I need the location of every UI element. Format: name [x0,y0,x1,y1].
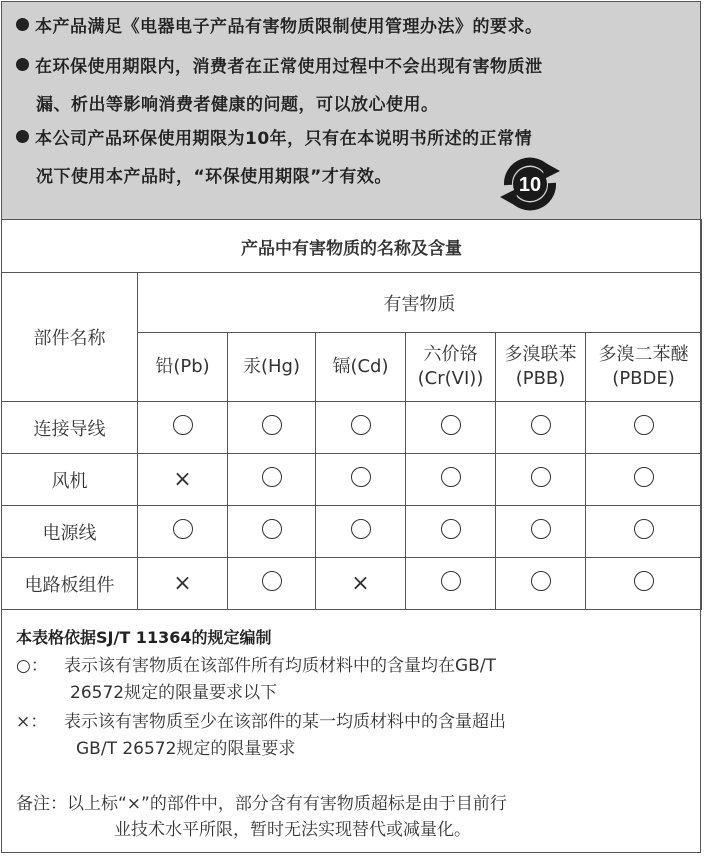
bullet-3-text-line1: 本公司产品环保使用期限为10年，只有在本说明书所述的正常情 [35,129,533,149]
within-limit-circle-icon [531,519,551,539]
circle-symbol-label: ○： [16,656,48,676]
col-header-pbde: 多溴二苯醚 (PBDE) [586,333,702,402]
bullet-dot-icon [16,130,29,143]
part-name-cell: 电源线 [2,506,138,558]
bullet-1 [16,12,543,37]
substance-status-cell [228,454,316,506]
substance-status-cell [228,402,316,454]
substance-status-cell [138,558,228,610]
substance-status-cell [406,558,496,610]
table-row [2,454,702,506]
substance-status-cell [138,402,228,454]
remark-line1: 备注：以上标“×”的部件中，部分含有有害物质超标是由于目前行 [16,794,507,814]
part-name-cell: 风机 [2,454,138,506]
within-limit-circle-icon [634,519,654,539]
bullet-3-text-line2: 况下使用本产品时，“环保使用期限”才有效。 [36,167,392,187]
substance-status-cell [586,558,702,610]
exceeds-limit-cross-icon: × [173,467,192,492]
within-limit-circle-icon [173,519,193,539]
col-header-pbb: 多溴联苯 (PBB) [496,333,586,402]
bullet-2 [16,52,543,77]
bullet-2-text-line1: 在环保使用期限内，消费者在正常使用过程中不会出现有害物质泄 [35,57,543,77]
within-limit-circle-icon [634,571,654,591]
substance-status-cell [228,506,316,558]
substance-status-cell [496,558,586,610]
circle-meaning-line1: 表示该有害物质在该部件所有均质材料中的含量均在GB/T [64,656,496,676]
bullet-2-text-line2: 漏、析出等影响消费者健康的问题，可以放心使用。 [36,95,439,115]
substance-status-cell [316,558,406,610]
bullet-1-text: 本产品满足《电器电子产品有害物质限制使用管理办法》的要求。 [35,17,543,37]
col-header-mercury: 汞(Hg) [228,333,316,402]
substance-status-cell [406,506,496,558]
environment-notice-panel [1,1,701,220]
cross-meaning-line1: 表示该有害物质至少在该部件的某一均质材料中的含量超出 [64,712,506,732]
table-row [2,402,702,454]
within-limit-circle-icon [262,519,282,539]
within-limit-circle-icon [531,571,551,591]
substance-status-cell [228,558,316,610]
cross-meaning-line2: GB/T 26572规定的限量要求 [76,739,296,759]
remark-line2: 业技术水平所限，暂时无法实现替代或减量化。 [114,820,471,840]
substance-status-cell [138,506,228,558]
substance-status-cell [138,454,228,506]
circle-meaning-line2: 26572规定的限量要求以下 [70,683,278,703]
within-limit-circle-icon [262,571,282,591]
within-limit-circle-icon [351,519,371,539]
within-limit-circle-icon [634,467,654,487]
bullet-3 [16,124,532,149]
within-limit-circle-icon [351,467,371,487]
substance-status-cell [316,402,406,454]
substance-status-cell [586,454,702,506]
col-header-cadmium: 镉(Cd) [316,333,406,402]
col-header-chromium-vi: 六价铬 (Cr(VI)) [406,333,496,402]
substance-status-cell [316,454,406,506]
substance-status-cell [496,506,586,558]
within-limit-circle-icon [351,415,371,435]
notes-title: 本表格依据SJ/T 11364的规定编制 [16,628,272,647]
substance-status-cell [586,402,702,454]
within-limit-circle-icon [441,415,461,435]
part-name-header: 部件名称 [2,273,138,402]
within-limit-circle-icon [531,415,551,435]
table-row [2,506,702,558]
substance-status-cell [586,506,702,558]
table-title: 产品中有害物质的名称及含量 [2,220,702,273]
hazardous-substance-header: 有害物质 [138,273,702,333]
substance-status-cell [496,402,586,454]
exceeds-limit-cross-icon: × [173,571,192,596]
within-limit-circle-icon [262,467,282,487]
environmental-protection-period-10-icon [498,157,562,211]
bullet-dot-icon [16,18,29,31]
within-limit-circle-icon [531,467,551,487]
within-limit-circle-icon [173,415,193,435]
part-name-cell: 电路板组件 [2,558,138,610]
substance-status-cell [496,454,586,506]
substance-status-cell [406,402,496,454]
within-limit-circle-icon [634,415,654,435]
exceeds-limit-cross-icon: × [351,571,370,596]
bullet-dot-icon [16,58,29,71]
hazardous-substance-table [1,219,702,610]
part-name-cell: 连接导线 [2,402,138,454]
substance-status-cell [316,506,406,558]
within-limit-circle-icon [441,467,461,487]
within-limit-circle-icon [262,415,282,435]
col-header-lead: 铅(Pb) [138,333,228,402]
substance-status-cell [406,454,496,506]
cross-symbol-label: ×： [16,712,48,732]
within-limit-circle-icon [441,571,461,591]
table-row [2,558,702,610]
within-limit-circle-icon [441,519,461,539]
badge-number: 10 [518,174,542,196]
